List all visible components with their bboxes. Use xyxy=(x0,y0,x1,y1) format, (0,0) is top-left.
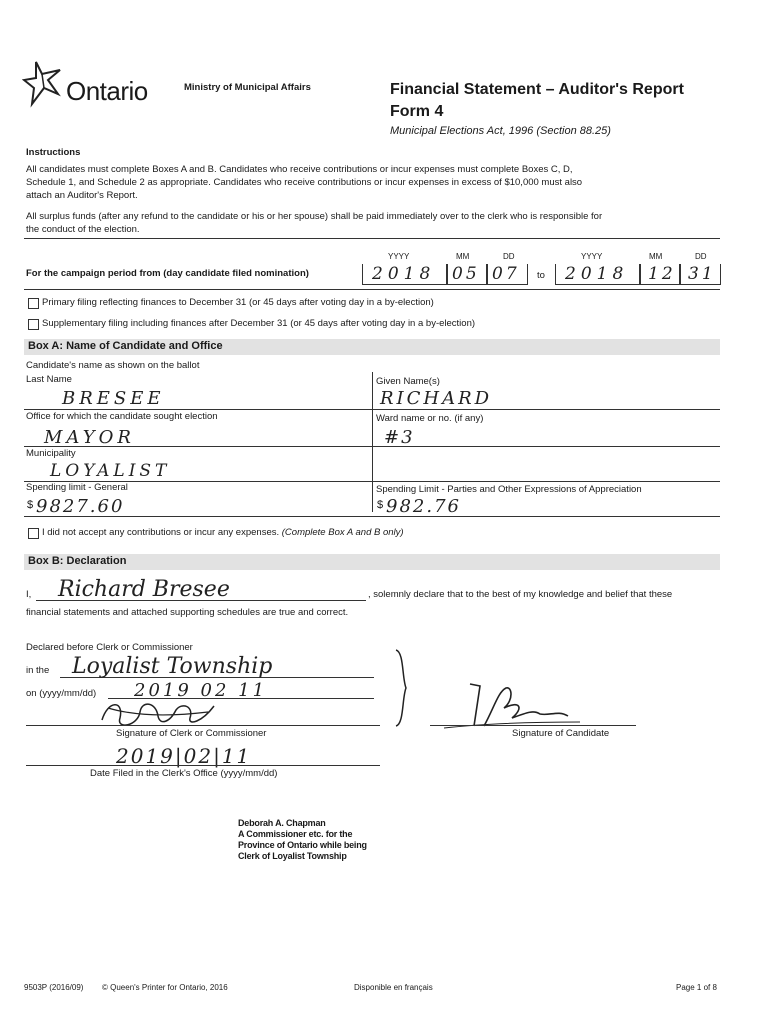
divider xyxy=(24,446,720,447)
form-code: 9503P (2016/09) xyxy=(24,983,84,992)
in-the-label: in the xyxy=(26,665,50,676)
form-title: Financial Statement – Auditor's Report xyxy=(390,81,684,98)
french-availability: Disponible en français xyxy=(354,983,433,992)
last-name-label: Last Name xyxy=(26,374,72,385)
col-yyyy-to: YYYY xyxy=(581,252,603,261)
clerk-signature-line xyxy=(26,725,380,726)
period-label: For the campaign period from (day candidate filed nomination) xyxy=(26,268,309,279)
commissioner-stamp xyxy=(238,818,367,862)
supplementary-filing-checkbox[interactable] xyxy=(28,319,39,330)
stamp-line: Clerk of Loyalist Township xyxy=(238,851,347,861)
col-yyyy-from: YYYY xyxy=(388,252,410,261)
ballot-note: Candidate's name as shown on the ballot xyxy=(26,360,200,371)
brace-icon xyxy=(394,648,408,728)
stamp-line: Province of Ontario while being xyxy=(238,840,367,850)
to-month-value: 12 xyxy=(648,264,676,284)
primary-filing-label: Primary filing reflecting finances to December 31 (or 45 days after voting day in a by-election) xyxy=(42,297,434,308)
column-divider xyxy=(372,372,373,512)
instructions-text: All candidates must complete Boxes A and B. Candidates who receive contributions or incur expenses must complete Boxes C, D, xyxy=(26,164,573,175)
from-day-value: 07 xyxy=(492,264,520,284)
declaration-prefix: I, xyxy=(26,589,32,600)
candidate-signature-label: Signature of Candidate xyxy=(512,728,610,739)
ontario-logo xyxy=(22,58,172,110)
col-dd-from: DD xyxy=(503,252,515,261)
divider xyxy=(24,289,720,290)
office-value[interactable]: MAYOR xyxy=(44,427,135,448)
to-label: to xyxy=(537,270,545,281)
date-filed-value[interactable]: 2019|02|11 xyxy=(116,744,252,768)
stamp-line: Deborah A. Chapman xyxy=(238,818,326,828)
to-year-value: 2018 xyxy=(565,264,629,284)
office-label: Office for which the candidate sought election xyxy=(26,411,218,422)
divider xyxy=(24,516,720,517)
declarant-name[interactable]: Richard Bresee xyxy=(58,577,230,602)
spending-general-value[interactable]: 9827.60 xyxy=(36,496,125,517)
box-b-title: Box B: Declaration xyxy=(28,555,127,567)
box-b-header xyxy=(24,554,720,570)
col-mm-from: MM xyxy=(456,252,470,261)
spending-parties-label: Spending Limit - Parties and Other Expressions of Appreciation xyxy=(376,484,642,495)
last-name-value[interactable]: BRESEE xyxy=(62,388,165,409)
spending-parties-value[interactable]: 982.76 xyxy=(386,496,461,517)
instructions-text: attach an Auditor's Report. xyxy=(26,190,138,201)
instructions-heading: Instructions xyxy=(26,147,81,158)
declaration-text: , solemnly declare that to the best of my knowledge and belief that these xyxy=(368,589,673,600)
ward-value[interactable]: #3 xyxy=(384,427,415,448)
surplus-text: All surplus funds (after any refund to the candidate or his or her spouse) shall be paid immediately over to the clerk who is responsible for xyxy=(26,211,603,222)
no-contributions-text: I did not accept any contributions or incur any expenses. xyxy=(42,527,280,538)
declaration-text: financial statements and attached supporting schedules are true and correct. xyxy=(26,607,349,618)
date-filed-label: Date Filed in the Clerk's Office (yyyy/mm/dd) xyxy=(90,768,278,779)
currency-sign: $ xyxy=(27,499,34,511)
divider xyxy=(24,409,720,410)
currency-sign: $ xyxy=(377,499,384,511)
candidate-signature-line xyxy=(430,725,636,726)
form-number: Form 4 xyxy=(390,103,444,120)
given-name-label: Given Name(s) xyxy=(376,376,440,387)
col-mm-to: MM xyxy=(649,252,663,261)
trillium-icon xyxy=(22,58,66,110)
act-reference: Municipal Elections Act, 1996 (Section 88.25) xyxy=(390,125,611,137)
box-a-header xyxy=(24,339,720,355)
logo-wordmark: Ontario xyxy=(66,76,148,106)
surplus-text: the conduct of the election. xyxy=(26,224,140,235)
divider xyxy=(24,481,720,482)
spending-general-label: Spending limit - General xyxy=(26,482,128,493)
no-contributions-checkbox[interactable] xyxy=(28,528,39,539)
col-dd-to: DD xyxy=(695,252,707,261)
date-filed-line xyxy=(26,765,380,766)
clerk-signature-label: Signature of Clerk or Commissioner xyxy=(116,728,267,739)
page-number: Page 1 of 8 xyxy=(676,983,717,992)
from-month-value: 05 xyxy=(452,264,480,284)
no-contributions-note: (Complete Box A and B only) xyxy=(281,527,404,538)
no-contributions-label xyxy=(42,527,404,539)
box-a-title: Box A: Name of Candidate and Office xyxy=(28,340,223,352)
to-day-value: 31 xyxy=(688,264,716,284)
divider xyxy=(24,238,720,239)
declared-before-label: Declared before Clerk or Commissioner xyxy=(26,642,193,653)
given-name-value[interactable]: RICHARD xyxy=(380,388,493,409)
ministry-name: Ministry of Municipal Affairs xyxy=(184,82,311,93)
primary-filing-checkbox[interactable] xyxy=(28,298,39,309)
clerk-signature xyxy=(98,696,218,732)
ward-label: Ward name or no. (if any) xyxy=(376,413,484,424)
on-date-label: on (yyyy/mm/dd) xyxy=(26,688,97,699)
supplementary-filing-label: Supplementary filing including finances after December 31 (or 45 days after voting day in a by-election) xyxy=(42,318,476,329)
copyright: © Queen's Printer for Ontario, 2016 xyxy=(102,983,228,992)
stamp-line: A Commissioner etc. for the xyxy=(238,829,353,839)
instructions-text: Schedule 1, and Schedule 2 as appropriate. Candidates who receive contributions or incur expenses in excess of $10,000 must also xyxy=(26,177,583,188)
from-year-value: 2018 xyxy=(372,264,436,284)
on-date-value[interactable]: 2019 02 11 xyxy=(134,680,268,701)
in-the-value[interactable]: Loyalist Township xyxy=(72,654,273,679)
municipality-label: Municipality xyxy=(26,448,76,459)
municipality-value[interactable]: LOYALIST xyxy=(50,461,171,481)
